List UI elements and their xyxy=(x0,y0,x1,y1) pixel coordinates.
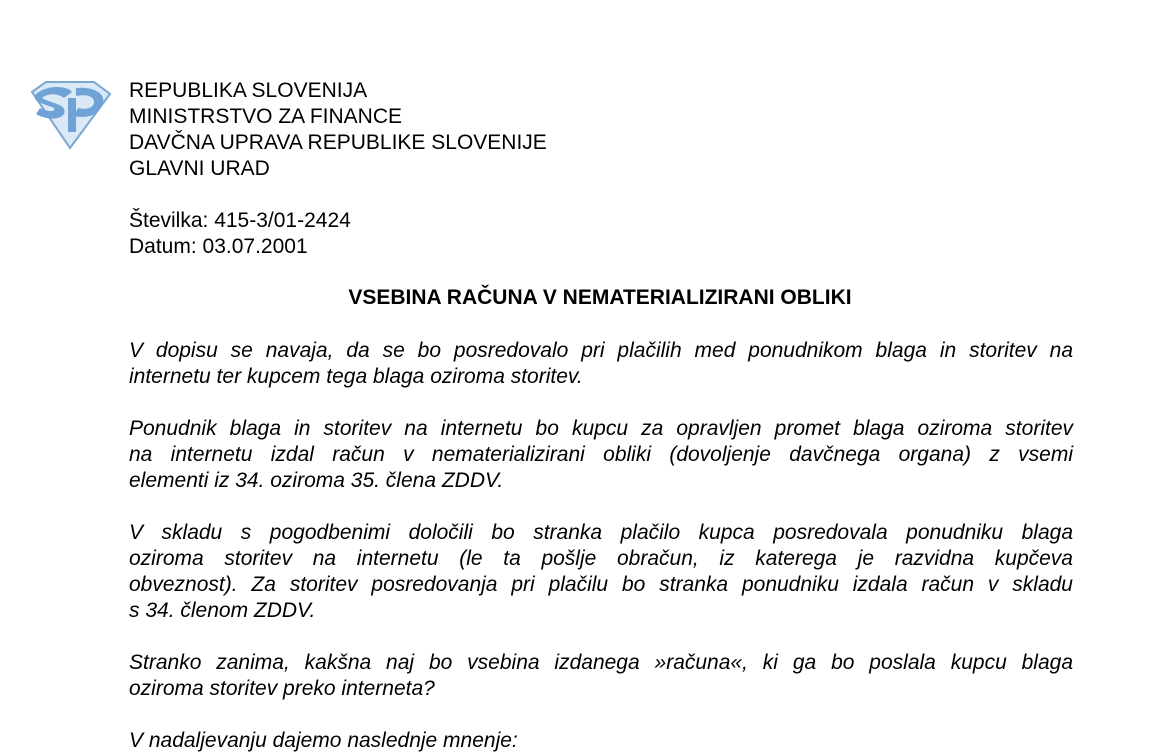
paragraph-line: oziroma storitev na internetu (le ta pošlje obračun, iz katerega je razvidna kupčeva xyxy=(129,547,1073,570)
paragraph-line: oziroma storitev preko interneta? xyxy=(129,677,435,700)
document-number: Številka: 415-3/01-2424 xyxy=(129,209,351,232)
paragraph-line: V nadaljevanju dajemo naslednje mnenje: xyxy=(129,729,518,752)
paragraph-line: V skladu s pogodbenimi določili bo stranka plačilo kupca posredovala ponudniku blaga xyxy=(129,521,1073,544)
header-line: GLAVNI URAD xyxy=(129,157,270,180)
paragraph-line: elementi iz 34. oziroma 35. člena ZDDV. xyxy=(129,469,504,492)
document-title: VSEBINA RAČUNA V NEMATERIALIZIRANI OBLIKI xyxy=(348,286,852,309)
paragraph-line: Stranko zanima, kakšna naj bo vsebina izdanega »računa«, ki ga bo poslala kupcu blaga xyxy=(129,651,1073,674)
paragraph-line: obveznost). Za storitev posredovanja pri plačilu bo stranka ponudniku izdala račun v skladu xyxy=(129,573,1073,596)
paragraph-line: na internetu izdal račun v nematerializirani obliki (dovoljenje davčnega organa) z vsemi xyxy=(129,443,1073,466)
paragraph-line: internetu ter kupcem tega blaga oziroma storitev. xyxy=(129,365,583,388)
header-line: MINISTRSTVO ZA FINANCE xyxy=(129,105,403,128)
paragraph-line: Ponudnik blaga in storitev na internetu bo kupcu za opravljen promet blaga oziroma storitev xyxy=(129,417,1073,440)
header-line: DAVČNA UPRAVA REPUBLIKE SLOVENIJE xyxy=(129,131,547,154)
paragraph-line: s 34. členom ZDDV. xyxy=(129,599,316,622)
tax-administration-logo xyxy=(28,78,112,150)
paragraph-line: V dopisu se navaja, da se bo posredovalo pri plačilih med ponudnikom blaga in storitev na xyxy=(129,339,1073,362)
header-line: REPUBLIKA SLOVENIJA xyxy=(129,79,368,102)
document-date: Datum: 03.07.2001 xyxy=(129,235,308,258)
